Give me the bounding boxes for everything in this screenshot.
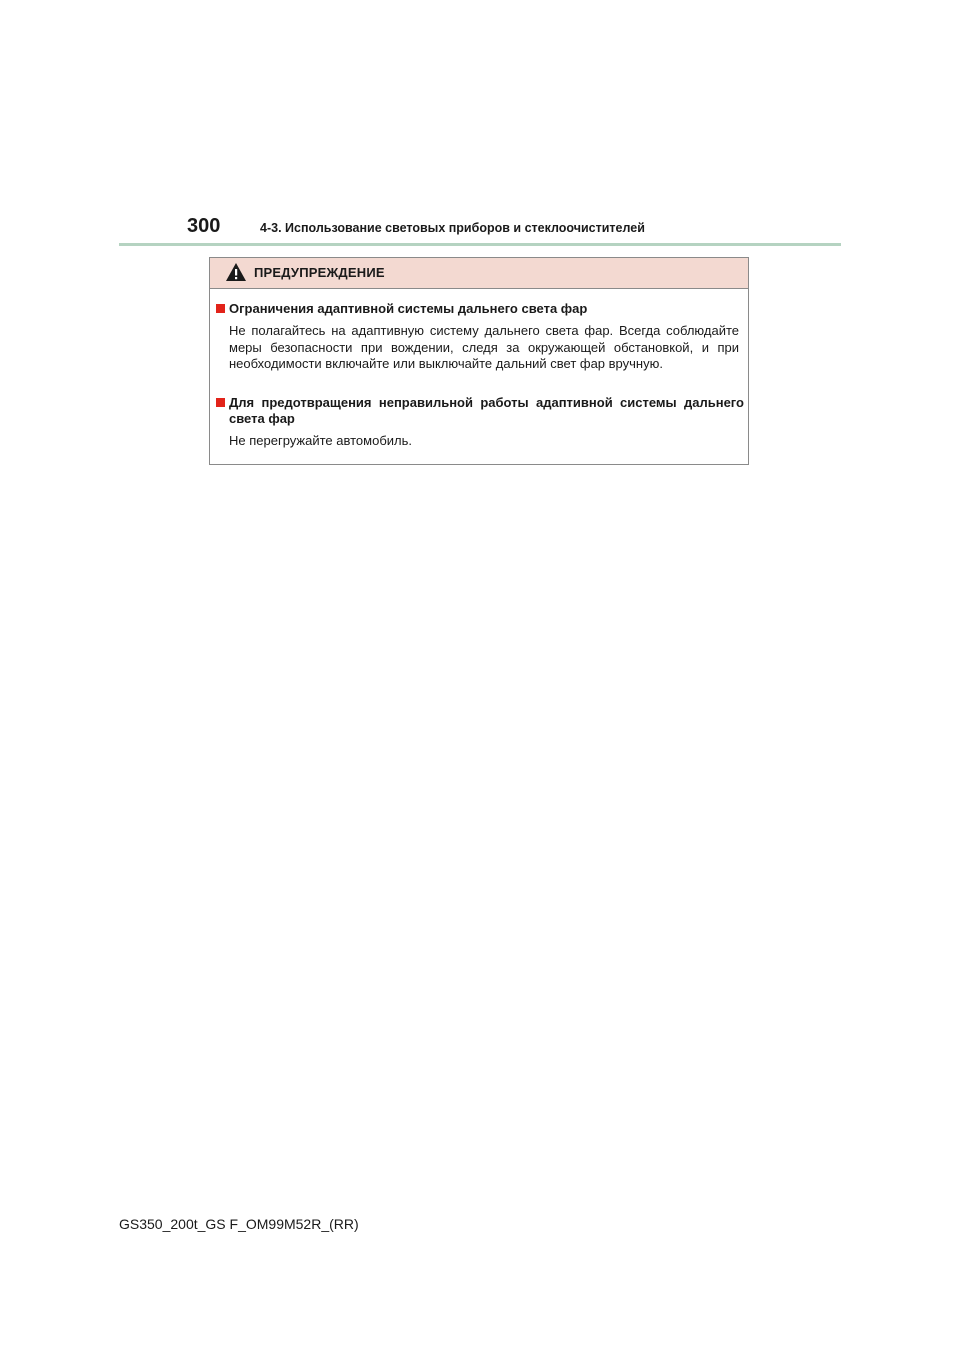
warning-item-heading-text: Для предотвращения неправильной работы адаптивной системы дальнего света фар bbox=[229, 395, 744, 426]
warning-item-body: Не полагайтесь на адаптивную систему дальнего света фар. Всегда соблюдайте меры безопасности при вождении, следя за окружающей обстановкой, и при необходимости включайте или выключайте дальний свет фар вручную. bbox=[229, 323, 739, 371]
warning-header bbox=[210, 258, 748, 289]
bullet-square-icon bbox=[216, 398, 225, 407]
warning-box bbox=[209, 257, 749, 465]
page-number: 300 bbox=[187, 215, 221, 237]
bullet-square-icon bbox=[216, 304, 225, 313]
warning-item-heading-text: Ограничения адаптивной системы дальнего света фар bbox=[229, 301, 588, 316]
warning-item-heading bbox=[216, 301, 744, 317]
warning-item-heading bbox=[216, 395, 744, 427]
warning-item-body: Не перегружайте автомобиль. bbox=[229, 433, 413, 448]
section-title: 4-3. Использование световых приборов и стеклоочистителей bbox=[260, 221, 645, 235]
warning-triangle-icon bbox=[225, 262, 247, 282]
footer-model-code: GS350_200t_GS F_OM99M52R_(RR) bbox=[119, 1216, 359, 1232]
header-divider bbox=[119, 243, 841, 246]
warning-title: ПРЕДУПРЕЖДЕНИЕ bbox=[254, 265, 385, 280]
